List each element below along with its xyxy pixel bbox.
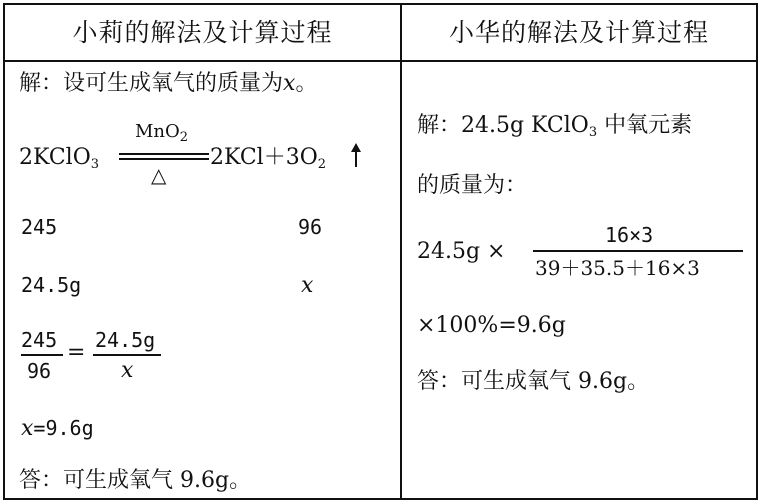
equation-line-bottom (119, 158, 209, 160)
ratio-left: 245 (21, 215, 58, 239)
solution-table (3, 3, 758, 500)
calc-numerator: 16×3 (605, 223, 654, 247)
frac2-denominator: x (121, 358, 134, 383)
right-answer: 答：可生成氧气 9.6g。 (417, 369, 650, 394)
heat-symbol: △ (151, 163, 167, 187)
proportion-equals: = (67, 340, 86, 365)
header-divider (5, 60, 756, 62)
result-var: x (21, 416, 34, 441)
right-line1-text: 解：24.5g KClO (417, 113, 589, 138)
result-value: =9.6g (33, 416, 94, 440)
catalyst-sub: 2 (179, 130, 189, 145)
product-sub: 2 (317, 157, 327, 172)
left-setup-suffix: 。 (295, 71, 318, 96)
equation-line-top (119, 153, 209, 155)
calc-result: ×100%=9.6g (417, 313, 566, 338)
right-line2: 的质量为： (417, 173, 528, 198)
frac2-bar (93, 354, 161, 356)
header-right: 小华的解法及计算过程 (448, 18, 709, 47)
catalyst-text: MnO (135, 121, 180, 142)
reactant-text: 2KClO (19, 145, 91, 170)
left-answer: 答：可生成氧气 9.6g。 (19, 468, 252, 493)
gas-arrow-icon (349, 143, 363, 169)
right-line1-rest: 中氧元素 (597, 113, 693, 138)
frac1-numerator: 245 (21, 328, 58, 352)
product-text: 2KCl＋3O (210, 145, 318, 170)
right-line1-sub: 3 (588, 125, 598, 140)
right-line1 (417, 113, 693, 140)
column-divider (400, 5, 402, 498)
frac2-numerator: 24.5g (95, 328, 156, 352)
left-setup-text: 解：设可生成氧气的质量为 (19, 71, 284, 96)
calc-denominator: 39＋35.5＋16×3 (535, 256, 700, 280)
frac1-denominator: 96 (27, 359, 52, 383)
calc-fraction-bar (533, 250, 743, 252)
equation-products (210, 145, 327, 172)
equation-catalyst (135, 121, 189, 145)
given-right: x (301, 273, 314, 298)
ratio-right: 96 (298, 215, 323, 239)
frac1-bar (21, 354, 63, 356)
left-setup-line (19, 73, 317, 95)
result-line (21, 418, 94, 440)
calc-prefix: 24.5g × (417, 239, 506, 264)
given-left: 24.5g (21, 273, 82, 297)
reactant-sub: 3 (90, 157, 100, 172)
left-setup-var: x (283, 71, 296, 96)
header-left: 小莉的解法及计算过程 (72, 18, 333, 47)
equation-reactant (19, 145, 100, 172)
